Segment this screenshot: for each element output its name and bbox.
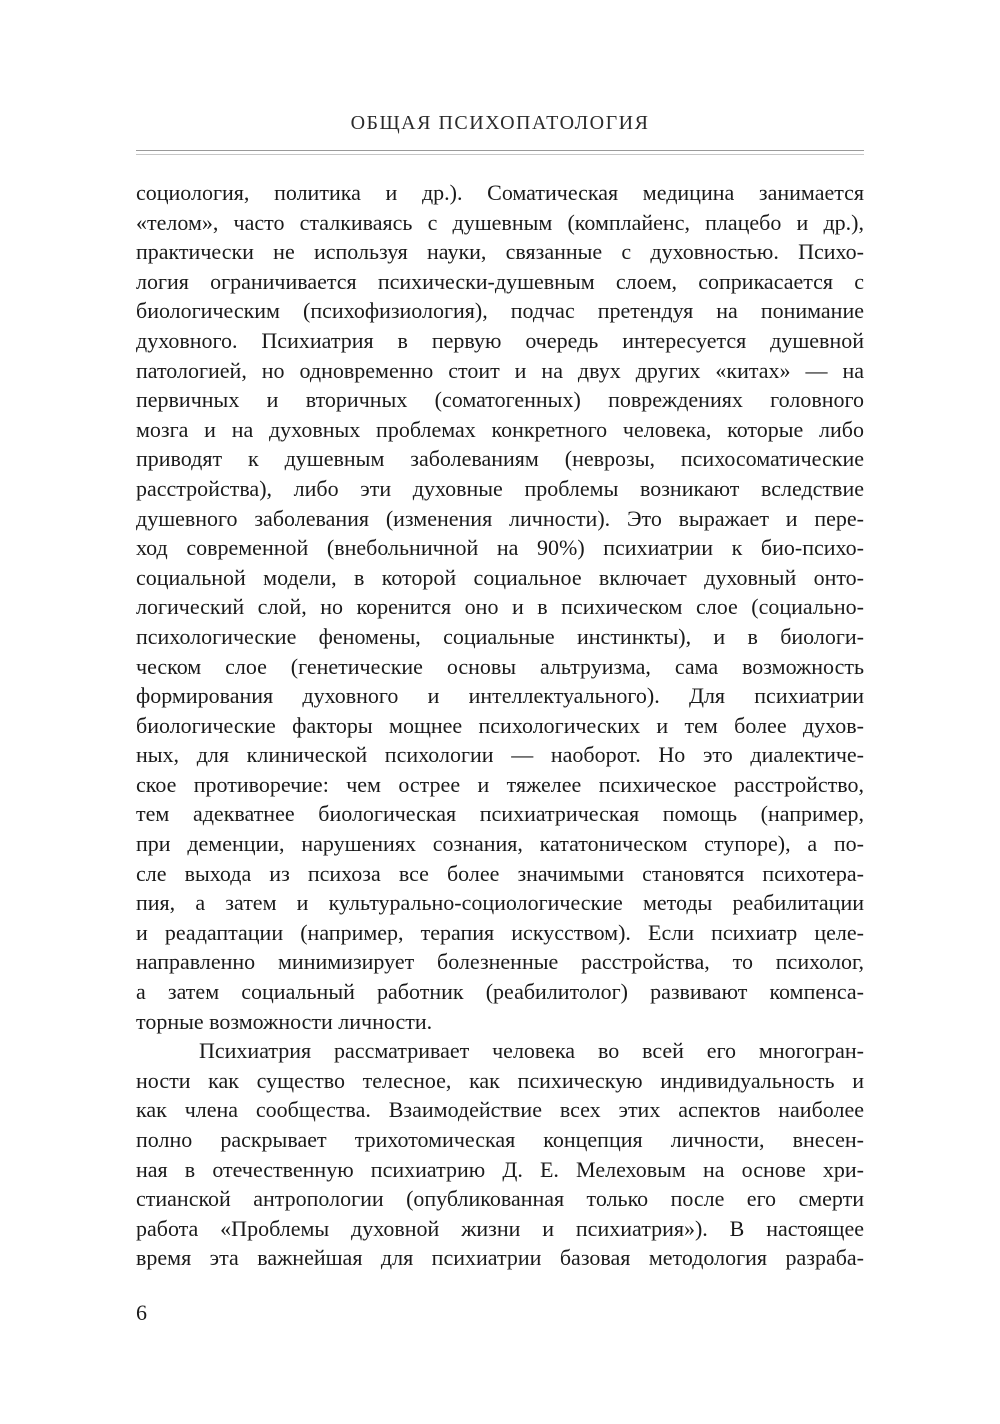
text-line: направленно минимизирует болезненные расстройства, то психолог, bbox=[136, 949, 864, 975]
text-line: сле выхода из психоза все более значимыми становятся психотера- bbox=[136, 860, 864, 886]
text-line: логический слой, но коренится оно и в психическом слое (социально- bbox=[136, 594, 864, 620]
text-line: мозга и на духовных проблемах конкретного человека, которые либо bbox=[136, 416, 864, 442]
text-line: как члена сообщества. Взаимодействие всех этих аспектов наиболее bbox=[136, 1097, 864, 1123]
text-line: Психиатрия рассматривает человека во всей его многогран- bbox=[199, 1038, 864, 1064]
body-text bbox=[136, 178, 864, 1273]
text-line: «телом», часто сталкиваясь с душевным (комплайенс, плацебо и др.), bbox=[136, 209, 864, 235]
text-line: торные возможности личности. bbox=[136, 1008, 433, 1034]
text-line: время эта важнейшая для психиатрии базовая методология разраба- bbox=[136, 1245, 864, 1271]
text-line: биологическим (психофизиология), подчас претендуя на понимание bbox=[136, 298, 864, 324]
text-line: а затем социальный работник (реабилитолог) развивают компенса- bbox=[136, 979, 864, 1005]
text-line: ности как существо телесное, как психическую индивидуальность и bbox=[136, 1067, 864, 1093]
running-head-title: ОБЩАЯ ПСИХОПАТОЛОГИЯ bbox=[350, 112, 650, 134]
page-number: 6 bbox=[136, 1300, 147, 1325]
text-line: при деменции, нарушениях сознания, кататоническом ступоре), а по- bbox=[136, 831, 864, 857]
header-rule bbox=[136, 150, 864, 151]
text-line: ход современной (внебольничной на 90%) психиатрии к био-психо- bbox=[136, 535, 864, 561]
text-line: социальной модели, в которой социальное включает духовный онто- bbox=[136, 564, 864, 590]
text-line: приводят к душевным заболеваниям (неврозы, психосоматические bbox=[136, 446, 864, 472]
text-line: работа «Проблемы духовной жизни и психиатрия»). В настоящее bbox=[136, 1215, 864, 1241]
text-line: ных, для клинической психологии — наоборот. Но это диалектиче- bbox=[136, 742, 864, 768]
text-line: ная в отечественную психиатрию Д. Е. Мелеховым на основе хри- bbox=[136, 1156, 864, 1182]
text-line: социология, политика и др.). Соматическая медицина занимается bbox=[136, 180, 864, 205]
text-line: патологией, но одновременно стоит и на двух других «китах» — на bbox=[136, 357, 864, 383]
text-line: психологические феномены, социальные инстинкты), и в биологи- bbox=[136, 623, 864, 649]
text-line: полно раскрывает трихотомическая концепция личности, внесен- bbox=[136, 1127, 864, 1152]
text-line: логия ограничивается психически-душевным слоем, соприкасается с bbox=[136, 268, 864, 294]
text-line: пия, а затем и культурально-социологические методы реабилитации bbox=[136, 890, 864, 916]
header-rule-secondary bbox=[136, 154, 864, 155]
text-line: духовного. Психиатрия в первую очередь интересуется душевной bbox=[136, 327, 864, 353]
text-line: формирования духовного и интеллектуального). Для психиатрии bbox=[136, 683, 864, 709]
text-line: первичных и вторичных (соматогенных) повреждениях головного bbox=[136, 387, 864, 413]
text-line: стианской антропологии (опубликованная только после его смерти bbox=[136, 1186, 864, 1212]
text-line: душевного заболевания (изменения личности). Это выражает и пере- bbox=[136, 505, 864, 531]
text-line: ческом слое (генетические основы альтруизма, сама возможность bbox=[136, 653, 864, 679]
text-line: тем адекватнее биологическая психиатрическая помощь (например, bbox=[136, 801, 864, 827]
text-line: ское противоречие: чем острее и тяжелее психическое расстройство, bbox=[136, 771, 864, 797]
text-line: и реадаптации (например, терапия искусством). Если психиатр целе- bbox=[136, 919, 864, 945]
text-line: расстройства), либо эти духовные проблемы возникают вследствие bbox=[136, 475, 864, 501]
text-line: биологические факторы мощнее психологических и тем более духов- bbox=[136, 712, 864, 738]
text-line: практически не используя науки, связанные с духовностью. Психо- bbox=[136, 239, 864, 265]
